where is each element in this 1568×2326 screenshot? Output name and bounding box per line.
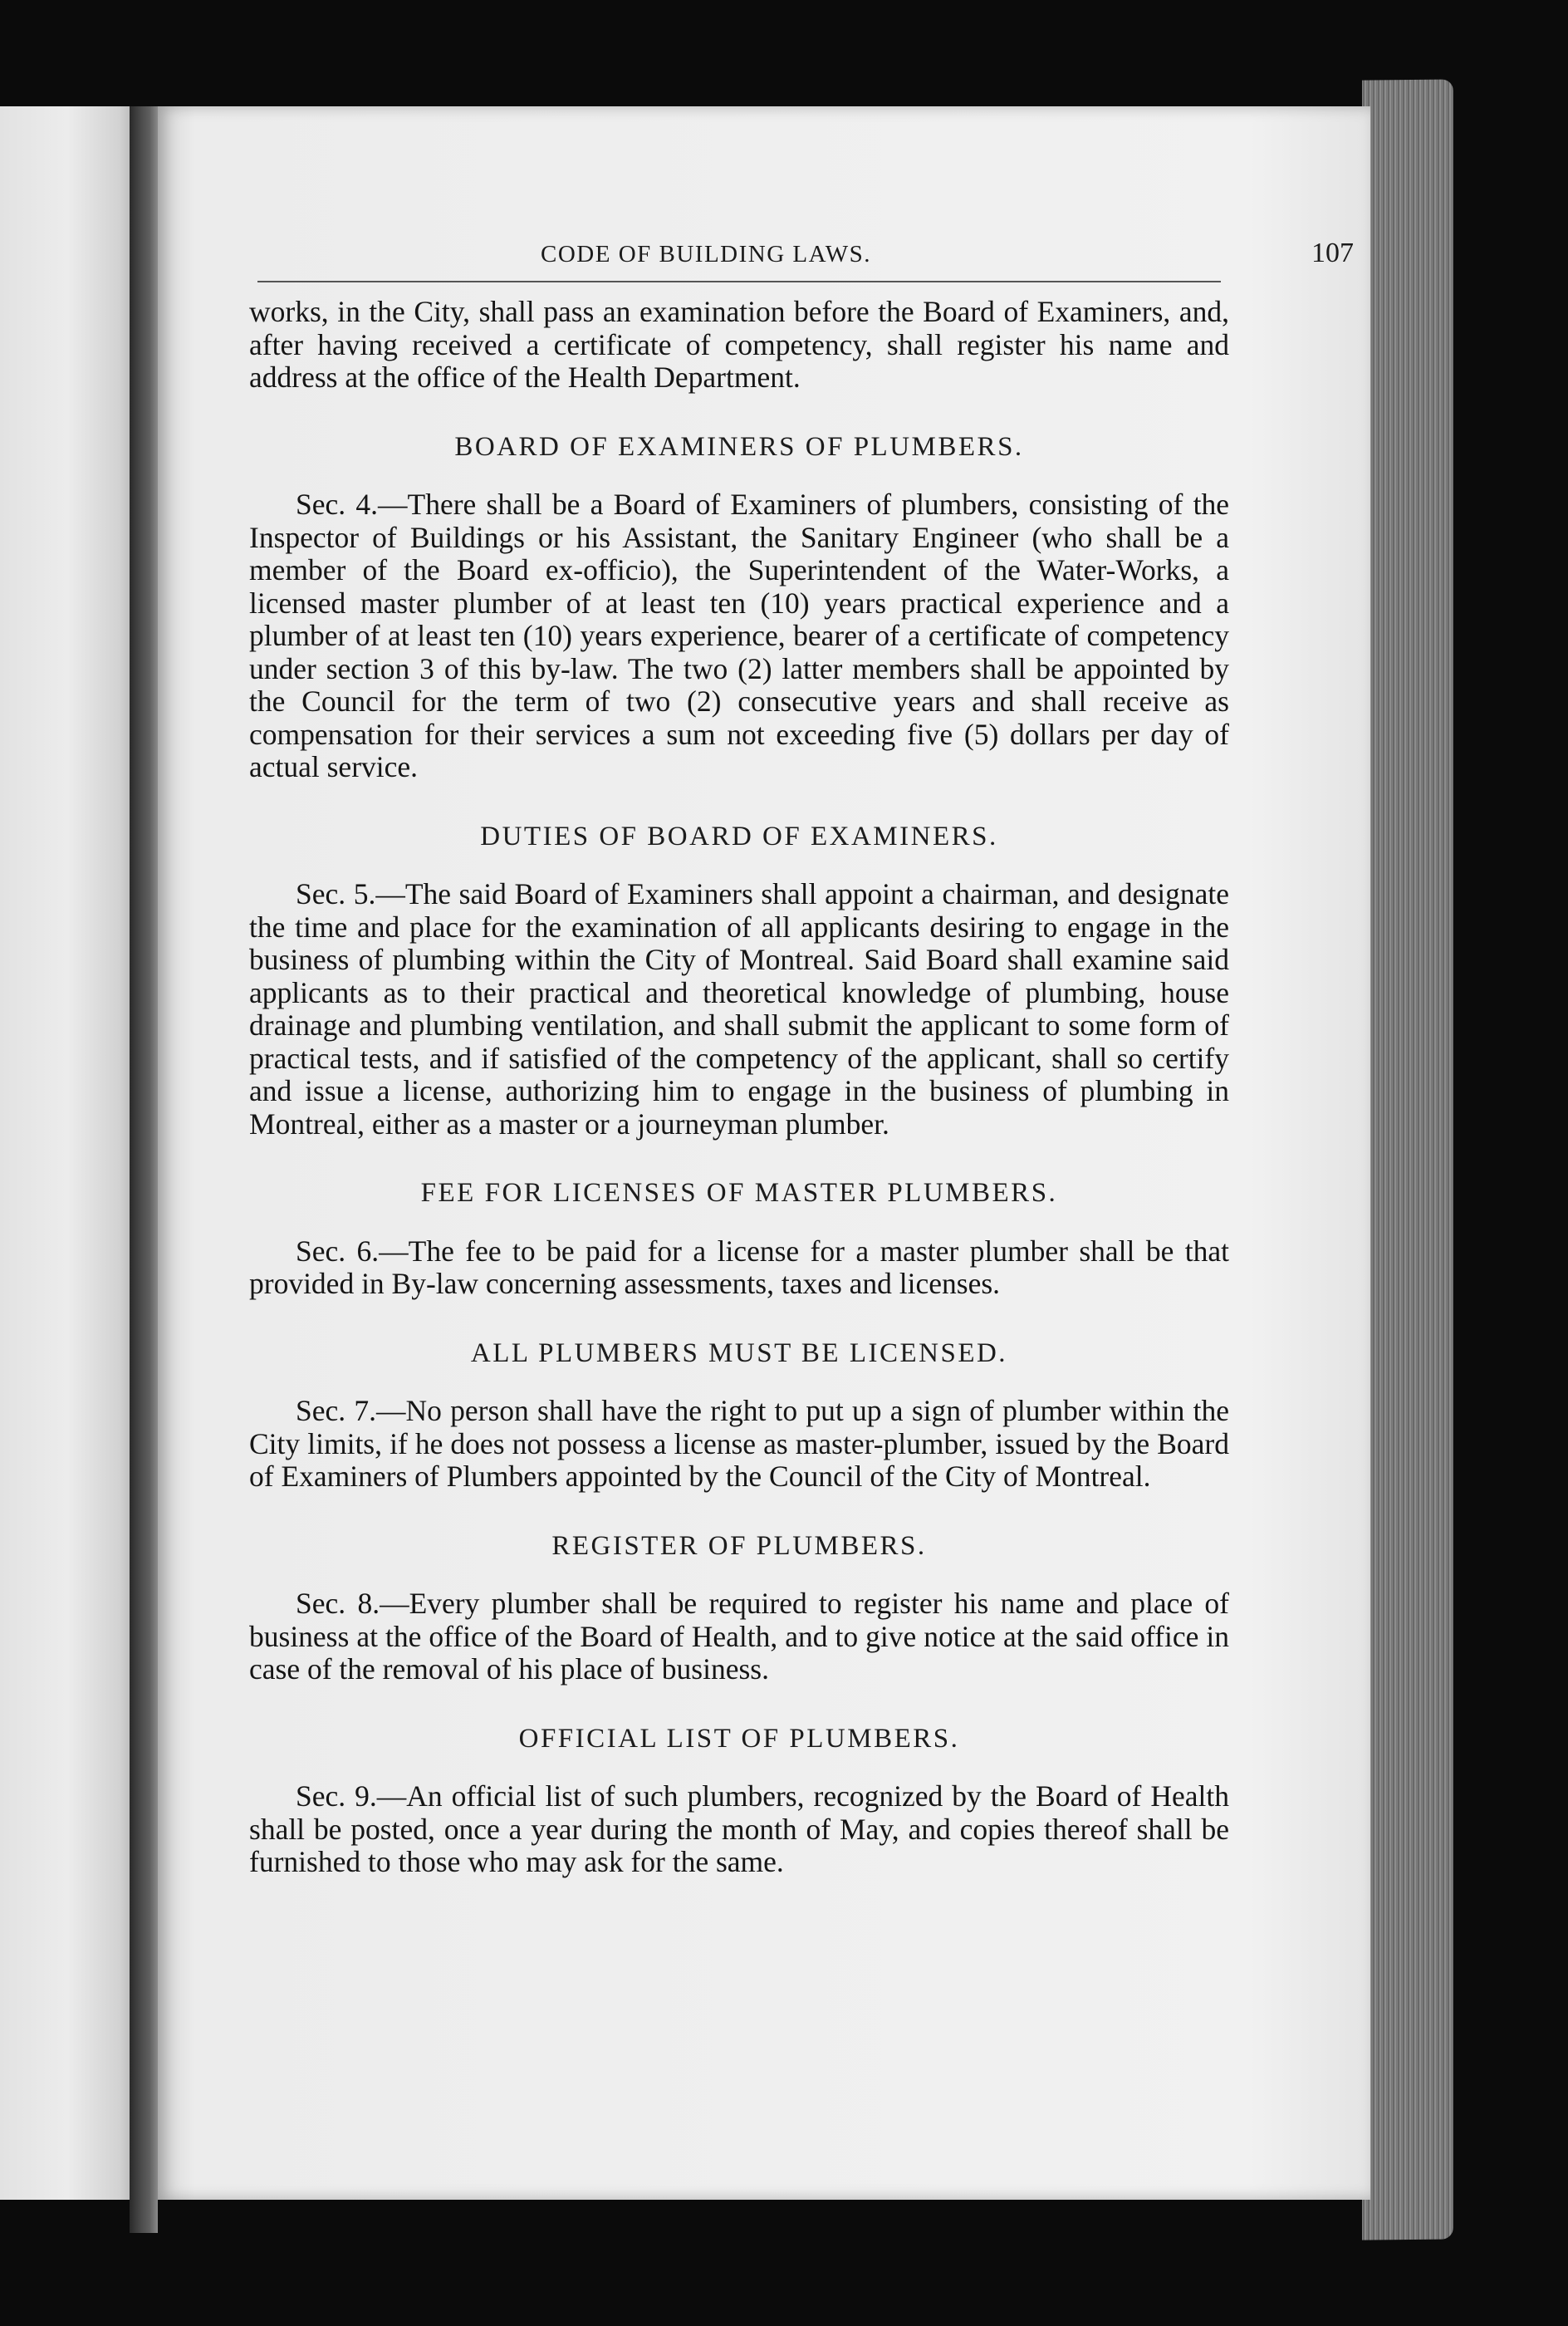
- header-rule: [257, 281, 1221, 282]
- section-heading: OFFICIAL LIST OF PLUMBERS.: [518, 1723, 960, 1754]
- facing-page-edge: [0, 106, 149, 2200]
- section-paragraph: Sec. 9.—An official list of such plumbers, recognized by the Board of Health shall be posted, once a year during the month of May, and copies thereof shall be furnished to those who may ask for the same.: [249, 1779, 1229, 1878]
- running-head-title: CODE OF BUILDING LAWS.: [541, 241, 871, 267]
- running-head: [257, 238, 1354, 274]
- book-gutter: [130, 106, 158, 2233]
- section-heading: ALL PLUMBERS MUST BE LICENSED.: [470, 1337, 1008, 1368]
- section-heading: FEE FOR LICENSES OF MASTER PLUMBERS.: [420, 1178, 1058, 1208]
- page-body: [249, 296, 1229, 1879]
- book-page-edges: [1362, 79, 1453, 2240]
- section-heading: BOARD OF EXAMINERS OF PLUMBERS.: [454, 431, 1024, 462]
- section-paragraph: Sec. 7.—No person shall have the right to put up a sign of plumber within the City limits, if he does not possess a license as master-plumber, issued by the Board of Examiners of Plumbers appointed by the Council of the City of Montreal.: [249, 1394, 1229, 1493]
- page-number: 107: [1311, 238, 1354, 268]
- continuation-paragraph: works, in the City, shall pass an examination before the Board of Examiners, and, after having received a certificate of competency, shall register his name and address at the office of the Health Department.: [249, 295, 1229, 394]
- section-heading: REGISTER OF PLUMBERS.: [551, 1530, 927, 1561]
- book-page: [158, 106, 1370, 2200]
- section-paragraph: Sec. 5.—The said Board of Examiners shall appoint a chairman, and designate the time and place for the examination of all applicants desiring to engage in the business of plumbing within the City of Montreal. Said Board shall examine said applicants as to their practical and theoretical knowledge of plumbing, house drainage and plumbing ventilation, and shall submit the applicant to some form of practical tests, and if satisfied of the competency of the applicant, shall so certify and issue a license, authorizing him to engage in the business of plumbing in Montreal, either as a master or a journeyman plumber.: [249, 877, 1229, 1141]
- section-paragraph: Sec. 8.—Every plumber shall be required to register his name and place of business at the office of the Board of Health, and to give notice at the said office in case of the removal of his place of business.: [249, 1587, 1229, 1686]
- section-paragraph: Sec. 6.—The fee to be paid for a license for a master plumber shall be that provided in By-law concerning assessments, taxes and licenses.: [249, 1234, 1229, 1300]
- section-heading: DUTIES OF BOARD OF EXAMINERS.: [480, 821, 998, 851]
- section-paragraph: Sec. 4.—There shall be a Board of Examiners of plumbers, consisting of the Inspector of Buildings or his Assistant, the Sanitary Engineer (who shall be a member of the Board ex-officio), the Superintendent of the Water-Works, a licensed master plumber of at least ten (10) years practical experience and a plumber of at least ten (10) years experience, bearer of a certificate of competency under section 3 of this by-law. The two (2) latter members shall be appointed by the Council for the term of two (2) consecutive years and shall receive as compensation for their services a sum not exceeding five (5) dollars per day of actual service.: [249, 488, 1229, 783]
